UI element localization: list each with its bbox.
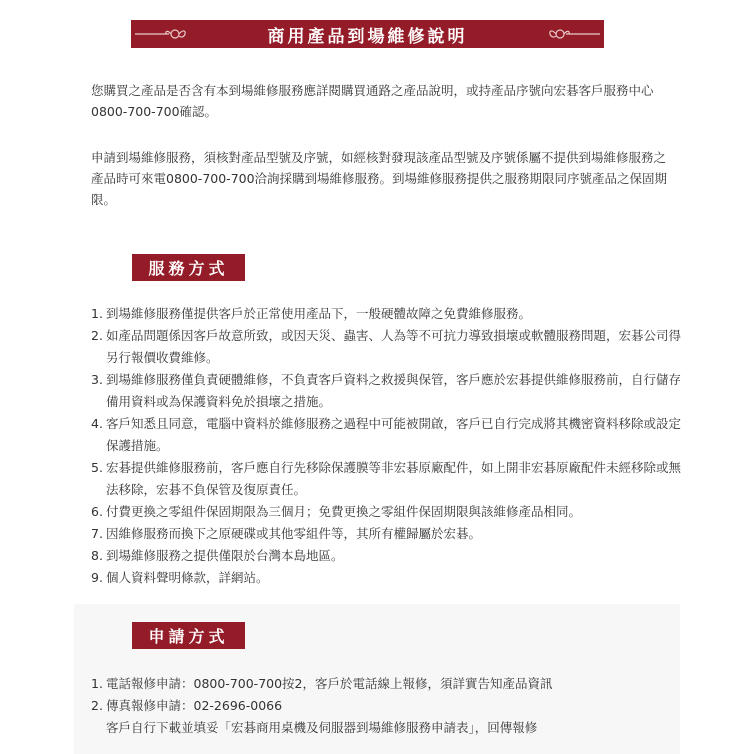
- item-number: 8.: [91, 548, 103, 563]
- page-title: 商用產品到場維修說明: [267, 26, 468, 47]
- item-number: 9.: [91, 570, 103, 585]
- item-text: 到場維修服務僅負責硬體維修，不負責客戶資料之救援與保管，客戶應於宏碁提供維修服務前，自行儲存備用資料或為保護資料免於損壞之措施。: [106, 372, 682, 409]
- list-item: [91, 501, 681, 523]
- list-item: [91, 673, 681, 695]
- item-number: 1.: [91, 676, 103, 691]
- item-text: 傳真報修申請：02-2696-0066: [106, 698, 283, 713]
- title-banner: [131, 20, 604, 48]
- item-number: 6.: [91, 504, 103, 519]
- item-number: 2.: [91, 698, 103, 713]
- item-text: 付費更換之零組件保固期限為三個月；免費更換之零組件保固期限與該維修產品相同。: [106, 504, 582, 519]
- list-item: [91, 325, 681, 369]
- item-text: 電話報修申請：0800-700-700按2，客戶於電話線上報修，須詳實告知產品資訊: [106, 676, 553, 691]
- item-text: 到場維修服務僅提供客戶於正常使用產品下，一般硬體故障之免費維修服務。: [106, 306, 532, 321]
- intro-paragraph: 您購買之產品是否含有本到場維修服務應詳閱購買通路之產品說明，或持產品序號向宏碁客戶服務中心0800-700-700確認。: [91, 83, 654, 119]
- item-text: 到場維修服務之提供僅限於台灣本島地區。: [106, 548, 344, 563]
- intro-paragraph: 申請到場維修服務，須核對產品型號及序號，如經核對發現該產品型號及序號係屬不提供到場維修服務之產品時可來電0800-700-700洽詢採購到場維修服務。到場維修服務提供之服務期限同序號產品之保固期限。: [91, 150, 668, 207]
- apply-methods-list: [91, 673, 681, 739]
- list-item: [91, 303, 681, 325]
- apply-section-heading: 申請方式: [132, 622, 245, 649]
- scroll-ornament-icon: [548, 26, 600, 42]
- list-item: [91, 457, 681, 501]
- item-number: 4.: [91, 416, 103, 431]
- item-number: 3.: [91, 372, 103, 387]
- list-item: [91, 695, 681, 717]
- item-text: 個人資料聲明條款，詳網站。: [106, 570, 269, 585]
- item-text: 客戶知悉且同意，電腦中資料於維修服務之過程中可能被開啟，客戶已自行完成將其機密資料移除或設定保護措施。: [106, 416, 682, 453]
- item-text: 宏碁提供維修服務前，客戶應自行先移除保護膜等非宏碁原廠配件，如上開非宏碁原廠配件未經移除或無法移除，宏碁不負保管及復原責任。: [106, 460, 682, 497]
- service-terms-list: [91, 303, 681, 589]
- item-text: 如產品問題係因客戶故意所致，或因天災、蟲害、人為等不可抗力導致損壞或軟體服務問題，宏碁公司得另行報價收費維修。: [106, 328, 682, 365]
- item-text: 因維修服務而換下之原硬碟或其他零組件等，其所有權歸屬於宏碁。: [106, 526, 482, 541]
- list-item: [91, 567, 681, 589]
- list-item: [91, 545, 681, 567]
- item-number: 1.: [91, 306, 103, 321]
- list-item: [91, 413, 681, 457]
- apply-continuation-text: 客戶自行下載並填妥「宏碁商用桌機及伺服器到場維修服務申請表」，回傳報修: [106, 720, 538, 735]
- service-section-heading: 服務方式: [132, 254, 245, 281]
- item-number: 2.: [91, 328, 103, 343]
- list-item: [91, 369, 681, 413]
- item-number: 5.: [91, 460, 103, 475]
- item-number: 7.: [91, 526, 103, 541]
- scroll-ornament-icon: [135, 26, 187, 42]
- list-item: [91, 523, 681, 545]
